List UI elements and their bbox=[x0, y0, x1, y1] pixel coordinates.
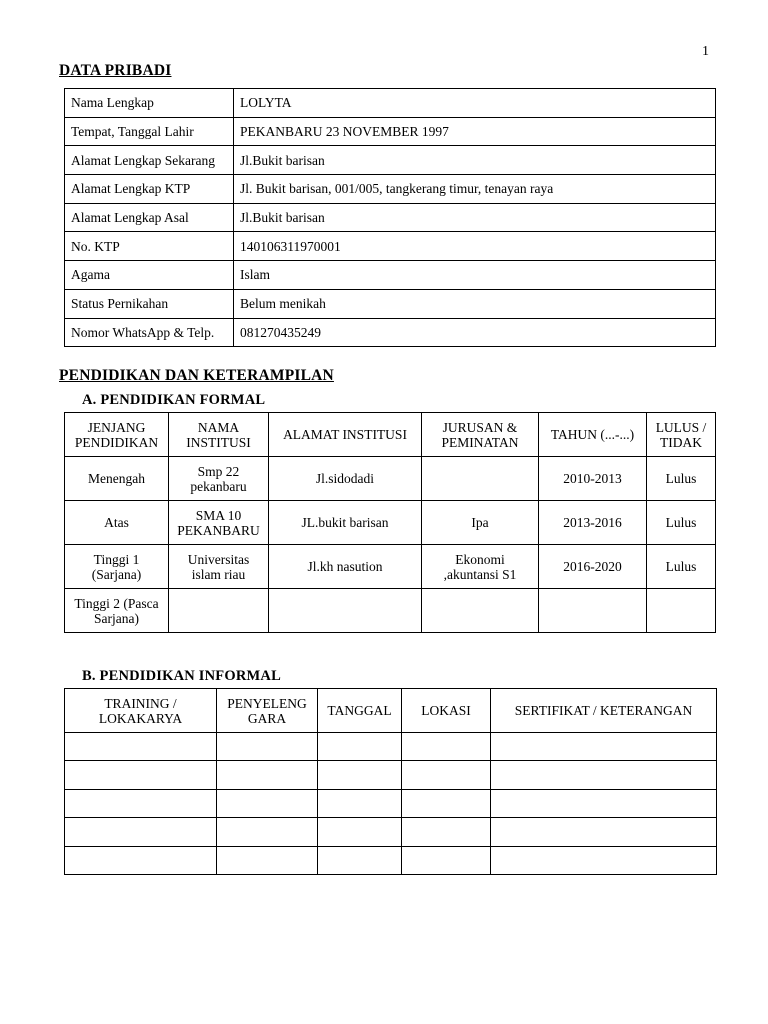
table-cell: Lulus bbox=[647, 501, 716, 545]
table-cell bbox=[169, 589, 269, 633]
table-cell: Jl.sidodadi bbox=[269, 457, 422, 501]
table-cell: 2013-2016 bbox=[539, 501, 647, 545]
personal-row bbox=[65, 175, 716, 204]
table-row bbox=[65, 733, 717, 761]
column-header: JURUSAN & PEMINATAN bbox=[422, 413, 539, 457]
table-cell: Jl.kh nasution bbox=[269, 545, 422, 589]
column-header: LOKASI bbox=[402, 689, 491, 733]
table-cell bbox=[217, 846, 318, 874]
table-cell bbox=[65, 846, 217, 874]
table-cell bbox=[402, 846, 491, 874]
table-cell bbox=[402, 789, 491, 817]
personal-row bbox=[65, 203, 716, 232]
table-cell bbox=[647, 589, 716, 633]
page-number: 1 bbox=[702, 44, 709, 59]
column-header: TRAINING / LOKAKARYA bbox=[65, 689, 217, 733]
table-cell: Lulus bbox=[647, 545, 716, 589]
table-row bbox=[65, 818, 717, 846]
informal-education-table bbox=[64, 688, 717, 875]
section-title-education: PENDIDIKAN DAN KETERAMPILAN bbox=[59, 367, 334, 384]
table-cell: 2010-2013 bbox=[539, 457, 647, 501]
table-cell bbox=[217, 789, 318, 817]
table-cell bbox=[422, 457, 539, 501]
table-cell: SMA 10 PEKANBARU bbox=[169, 501, 269, 545]
table-cell: Universitas islam riau bbox=[169, 545, 269, 589]
table-cell: Atas bbox=[65, 501, 169, 545]
field-value: 081270435249 bbox=[234, 318, 716, 347]
table-cell: Tinggi 2 (Pasca Sarjana) bbox=[65, 589, 169, 633]
personal-row bbox=[65, 318, 716, 347]
table-cell bbox=[318, 846, 402, 874]
table-row bbox=[65, 501, 716, 545]
table-cell bbox=[491, 818, 717, 846]
field-label: Alamat Lengkap KTP bbox=[65, 175, 234, 204]
table-cell bbox=[491, 789, 717, 817]
subsection-title-formal: A. PENDIDIKAN FORMAL bbox=[82, 392, 266, 408]
table-cell bbox=[65, 761, 217, 789]
table-cell bbox=[65, 818, 217, 846]
table-cell: Smp 22 pekanbaru bbox=[169, 457, 269, 501]
column-header: JENJANG PENDIDIKAN bbox=[65, 413, 169, 457]
table-row bbox=[65, 789, 717, 817]
field-label: No. KTP bbox=[65, 232, 234, 261]
table-row bbox=[65, 457, 716, 501]
table-row bbox=[65, 846, 717, 874]
field-label: Tempat, Tanggal Lahir bbox=[65, 117, 234, 146]
field-value: Jl.Bukit barisan bbox=[234, 203, 716, 232]
table-row bbox=[65, 545, 716, 589]
table-cell bbox=[318, 789, 402, 817]
table-cell: Ekonomi ,akuntansi S1 bbox=[422, 545, 539, 589]
field-value: Jl. Bukit barisan, 001/005, tangkerang timur, tenayan raya bbox=[234, 175, 716, 204]
table-cell bbox=[402, 818, 491, 846]
column-header: PENYELENG GARA bbox=[217, 689, 318, 733]
table-cell bbox=[65, 789, 217, 817]
field-value: PEKANBARU 23 NOVEMBER 1997 bbox=[234, 117, 716, 146]
field-value: Belum menikah bbox=[234, 289, 716, 318]
personal-row bbox=[65, 117, 716, 146]
field-value: Islam bbox=[234, 261, 716, 290]
table-cell bbox=[318, 733, 402, 761]
field-value: Jl.Bukit barisan bbox=[234, 146, 716, 175]
formal-education-table bbox=[64, 412, 716, 633]
field-label: Nomor WhatsApp & Telp. bbox=[65, 318, 234, 347]
table-cell bbox=[217, 761, 318, 789]
table-cell: 2016-2020 bbox=[539, 545, 647, 589]
table-cell bbox=[422, 589, 539, 633]
table-cell bbox=[491, 733, 717, 761]
personal-row bbox=[65, 261, 716, 290]
table-cell bbox=[269, 589, 422, 633]
table-cell: Menengah bbox=[65, 457, 169, 501]
field-label: Alamat Lengkap Sekarang bbox=[65, 146, 234, 175]
column-header: SERTIFIKAT / KETERANGAN bbox=[491, 689, 717, 733]
section-title-personal: DATA PRIBADI bbox=[59, 62, 172, 79]
table-cell bbox=[318, 761, 402, 789]
table-cell: Lulus bbox=[647, 457, 716, 501]
table-cell: JL.bukit barisan bbox=[269, 501, 422, 545]
field-label: Status Pernikahan bbox=[65, 289, 234, 318]
personal-row bbox=[65, 289, 716, 318]
table-cell bbox=[539, 589, 647, 633]
table-cell bbox=[491, 761, 717, 789]
column-header: TAHUN (...-...) bbox=[539, 413, 647, 457]
column-header: NAMA INSTITUSI bbox=[169, 413, 269, 457]
column-header: LULUS / TIDAK bbox=[647, 413, 716, 457]
personal-row bbox=[65, 89, 716, 118]
table-row bbox=[65, 761, 717, 789]
table-cell bbox=[402, 733, 491, 761]
field-value: LOLYTA bbox=[234, 89, 716, 118]
table-cell bbox=[491, 846, 717, 874]
table-row bbox=[65, 589, 716, 633]
column-header: TANGGAL bbox=[318, 689, 402, 733]
table-cell bbox=[217, 733, 318, 761]
subsection-title-informal: B. PENDIDIKAN INFORMAL bbox=[82, 668, 281, 684]
field-label: Nama Lengkap bbox=[65, 89, 234, 118]
column-header: ALAMAT INSTITUSI bbox=[269, 413, 422, 457]
personal-data-table bbox=[64, 88, 716, 347]
field-value: 140106311970001 bbox=[234, 232, 716, 261]
table-cell: Ipa bbox=[422, 501, 539, 545]
field-label: Alamat Lengkap Asal bbox=[65, 203, 234, 232]
personal-row bbox=[65, 146, 716, 175]
table-cell bbox=[318, 818, 402, 846]
table-cell bbox=[65, 733, 217, 761]
personal-row bbox=[65, 232, 716, 261]
field-label: Agama bbox=[65, 261, 234, 290]
table-cell bbox=[402, 761, 491, 789]
table-cell: Tinggi 1 (Sarjana) bbox=[65, 545, 169, 589]
table-cell bbox=[217, 818, 318, 846]
